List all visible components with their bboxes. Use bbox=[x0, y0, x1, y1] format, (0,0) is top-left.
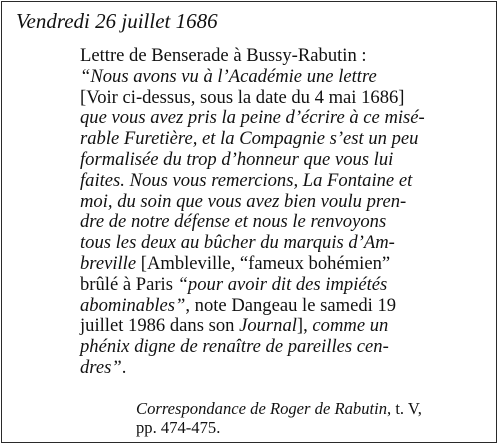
italic-text: breville bbox=[80, 252, 141, 274]
upright-text: [Voir ci-dessus, sous la date du 4 mai 1686] bbox=[80, 86, 405, 108]
document-frame bbox=[1, 1, 497, 443]
letter-line bbox=[80, 316, 496, 337]
upright-text: ], bbox=[296, 315, 313, 337]
letter-line bbox=[80, 88, 496, 109]
letter-line bbox=[80, 296, 496, 317]
upright-text: , note Dangeau le samedi 19 bbox=[185, 294, 397, 316]
letter-line bbox=[80, 171, 496, 192]
citation bbox=[136, 400, 422, 437]
upright-text: juillet 1986 dans son bbox=[80, 315, 240, 337]
italic-text: phénix digne de renaître de pareilles cen- bbox=[80, 336, 389, 358]
italic-text: tous les deux au bûcher du marquis d’Am- bbox=[80, 232, 395, 254]
date-heading: Vendredi 26 juillet 1686 bbox=[16, 9, 218, 33]
italic-text: abominables” bbox=[80, 294, 186, 316]
letter-intro: Lettre de Benserade à Bussy-Rabutin : bbox=[80, 45, 367, 66]
italic-text: que vous avez pris la peine d’écrire à ce misé- bbox=[80, 107, 425, 129]
citation-line-1 bbox=[136, 400, 422, 419]
citation-line-2: pp. 474-475. bbox=[136, 417, 221, 437]
italic-text: rable Furetière, et la Compagnie s’est un peu bbox=[80, 128, 419, 150]
letter-line bbox=[80, 67, 496, 88]
citation-volume: , t. V, bbox=[387, 399, 422, 418]
upright-text: [Ambleville, “fameux bohémien” bbox=[140, 252, 391, 274]
document-page bbox=[2, 2, 496, 442]
italic-text: “pour avoir dit des impiétés bbox=[177, 273, 388, 295]
letter-line bbox=[80, 192, 496, 213]
letter-line bbox=[80, 150, 496, 171]
letter-line bbox=[80, 254, 496, 275]
letter-line bbox=[80, 358, 496, 379]
letter-text bbox=[80, 67, 496, 379]
upright-text: brûlé à Paris bbox=[80, 273, 178, 295]
italic-text: dres” bbox=[80, 356, 122, 378]
citation-title: Correspondance de Roger de Rabutin bbox=[136, 399, 388, 418]
letter-line bbox=[80, 108, 496, 129]
italic-text: faites. Nous vous remercions, La Fontaine et bbox=[80, 169, 413, 191]
letter-line bbox=[80, 212, 496, 233]
letter-body bbox=[80, 46, 496, 379]
letter-line bbox=[80, 337, 496, 358]
italic-text: moi, du soin que vous avez bien voulu pren- bbox=[80, 190, 407, 212]
italic-text: dre de notre défense et nous le renvoyons bbox=[80, 211, 387, 233]
italic-text: Journal bbox=[239, 315, 297, 337]
letter-line bbox=[80, 233, 496, 254]
upright-text: . bbox=[121, 356, 127, 378]
letter-line bbox=[80, 275, 496, 296]
letter-line bbox=[80, 129, 496, 150]
italic-text: formalisée du trop d’honneur que vous lui bbox=[80, 148, 394, 170]
italic-text: comme un bbox=[312, 315, 389, 337]
italic-text: “Nous avons vu à l’Académie une lettre bbox=[80, 65, 377, 87]
